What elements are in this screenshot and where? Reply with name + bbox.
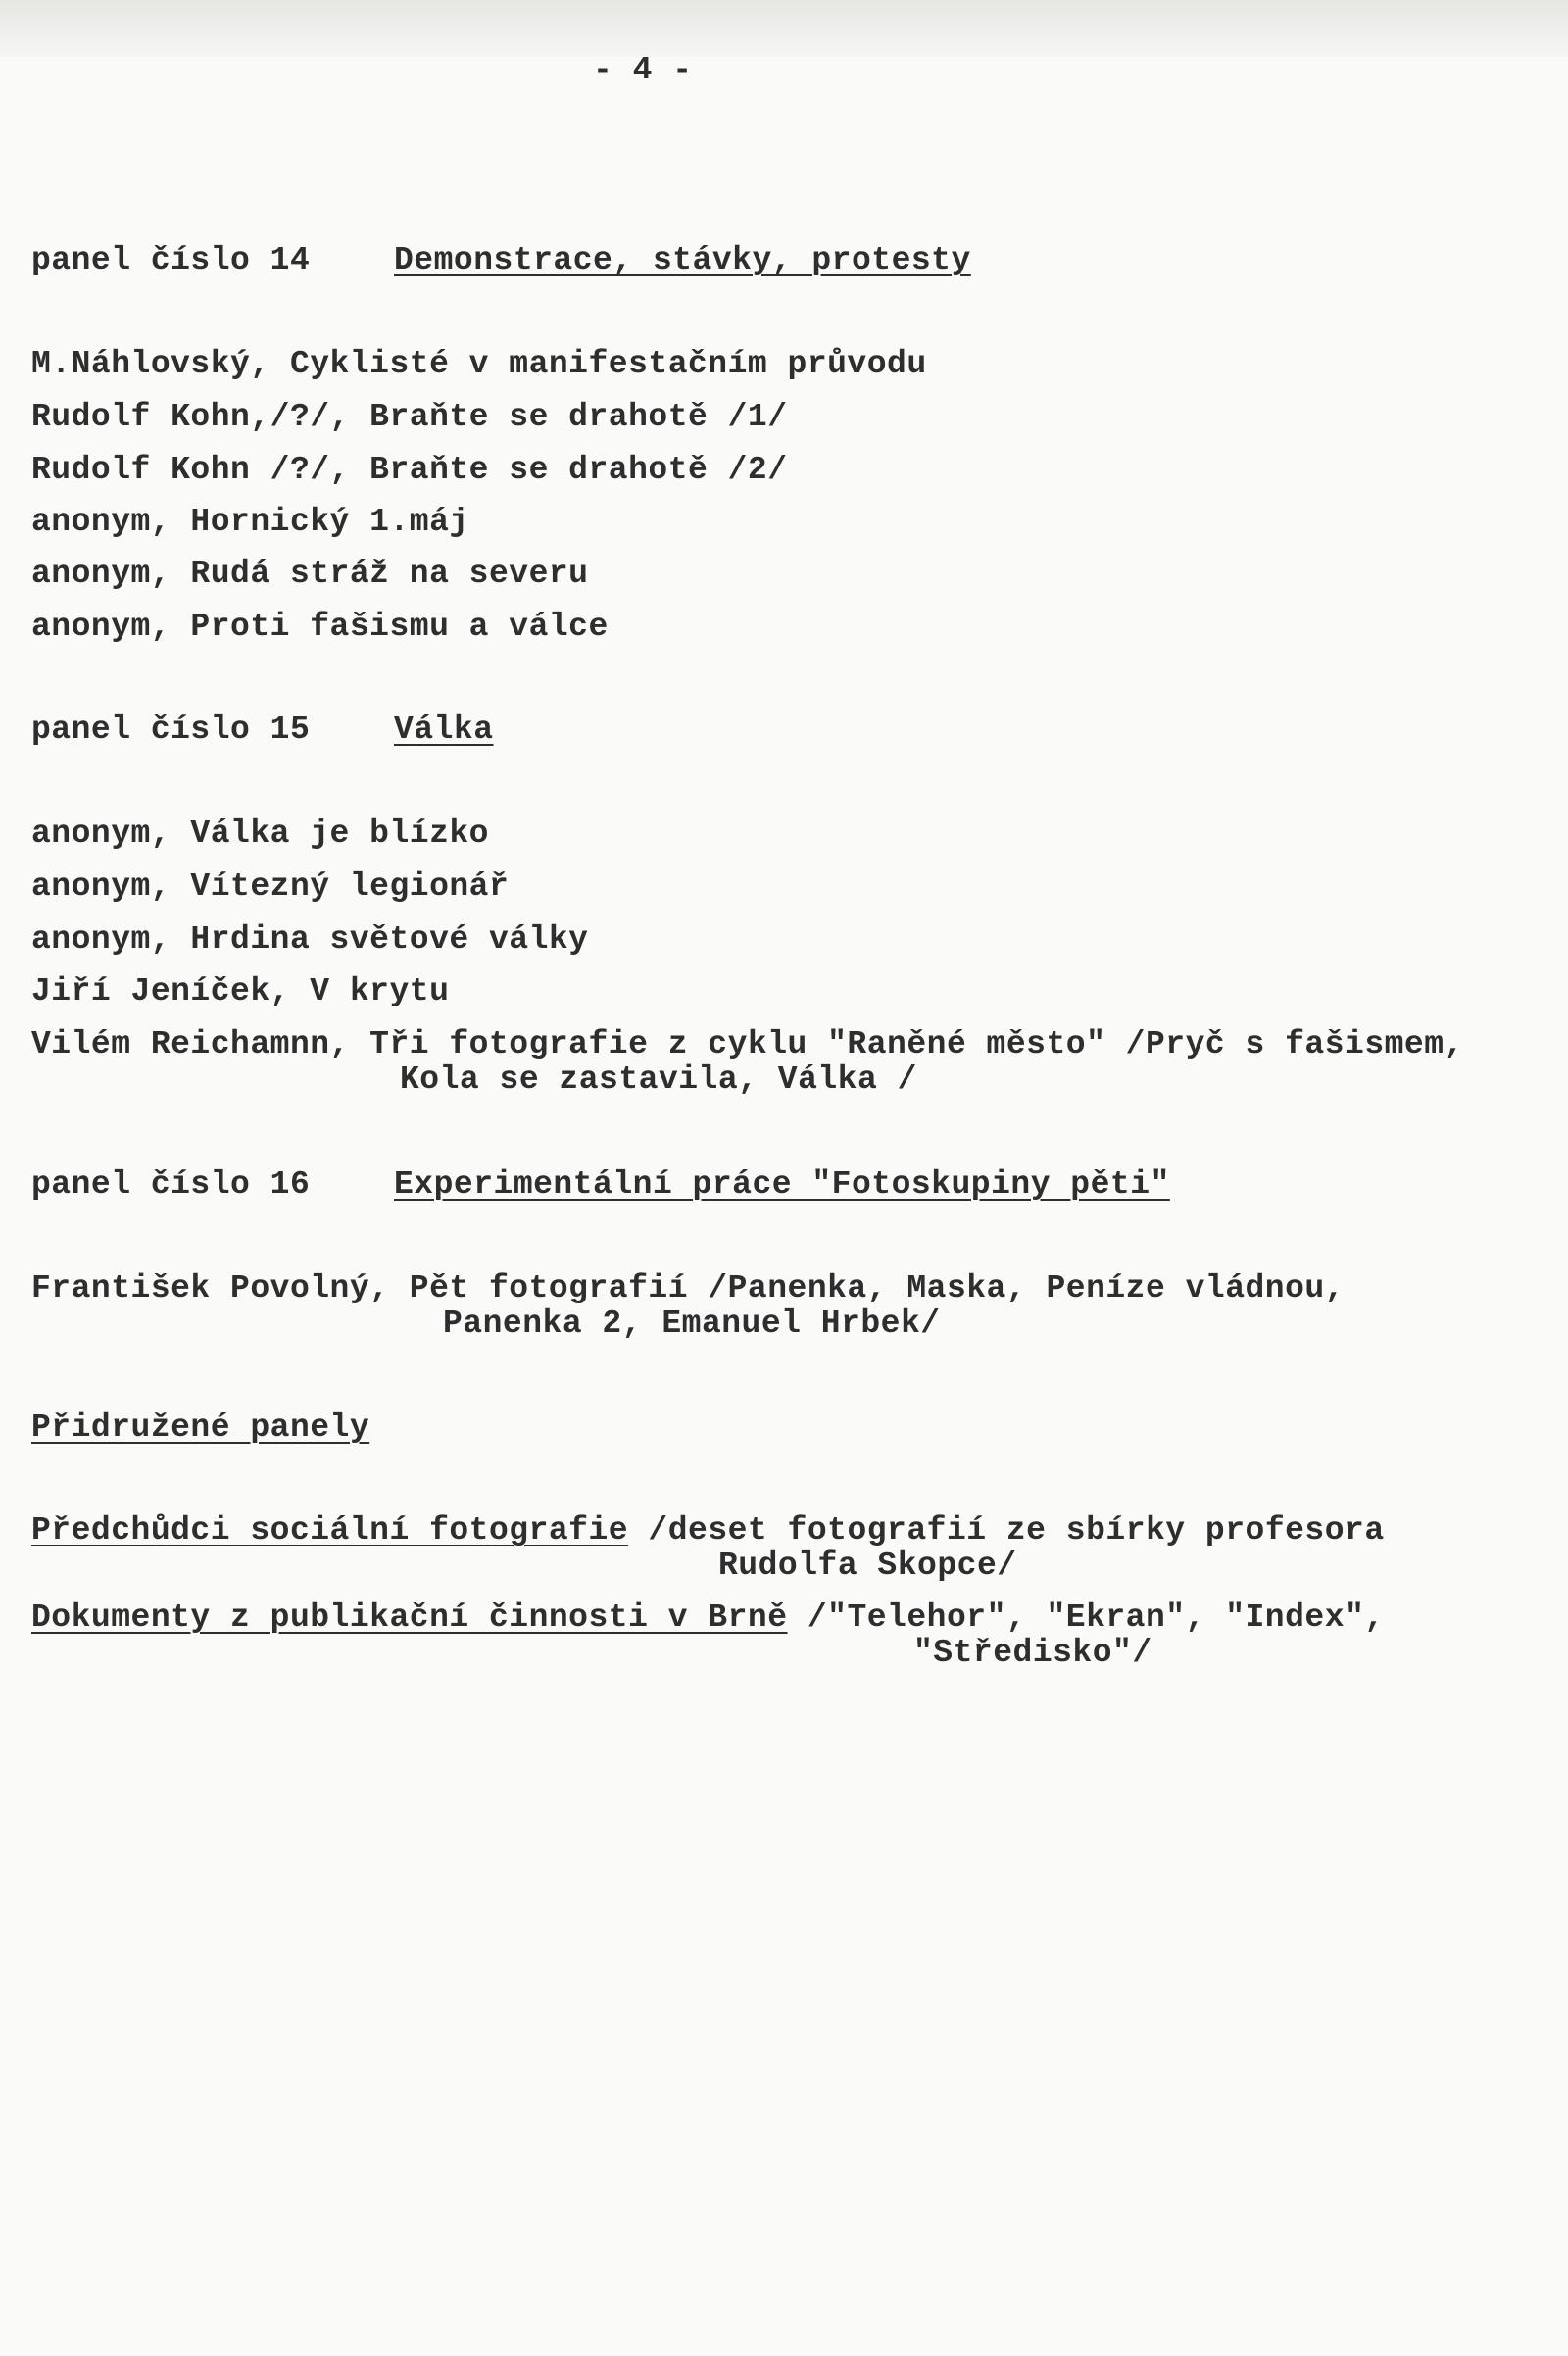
associated-entry-1-title: Předchůdci sociální fotografie xyxy=(31,1512,629,1548)
list-item-continuation: Panenka 2, Emanuel Hrbek/ xyxy=(443,1305,941,1342)
list-item: Vilém Reichamnn, Tři fotografie z cyklu "Raněné město" /Pryč s fašismem, xyxy=(31,1026,1464,1062)
associated-entry-1 xyxy=(31,1511,1385,1550)
list-item: anonym, Hornický 1.máj xyxy=(31,504,469,540)
list-item: anonym, Hrdina světové války xyxy=(31,921,589,957)
list-item: anonym, Válka je blízko xyxy=(31,815,489,852)
associated-entry-2-continuation: "Středisko"/ xyxy=(913,1635,1152,1671)
list-item: František Povolný, Pět fotografií /Panenka, Maska, Peníze vládnou, xyxy=(31,1270,1346,1306)
panel-14-label: panel číslo 14 xyxy=(31,242,311,278)
associated-entry-1-continuation: Rudolfa Skopce/ xyxy=(718,1547,1017,1584)
associated-entry-2-rest: /"Telehor", "Ekran", "Index", xyxy=(787,1599,1385,1636)
list-item-continuation: Kola se zastavila, Válka / xyxy=(400,1061,917,1098)
page-number: - 4 - xyxy=(593,52,693,88)
panel-15-label: panel číslo 15 xyxy=(31,712,311,748)
associated-entry-2-title: Dokumenty z publikační činnosti v Brně xyxy=(31,1599,788,1636)
list-item: Jiří Jeníček, V krytu xyxy=(31,973,450,1009)
associated-panels-heading: Přidružené panely xyxy=(31,1409,370,1446)
scan-top-band xyxy=(0,0,1568,57)
panel-14-title: Demonstrace, stávky, protesty xyxy=(394,242,971,278)
list-item: anonym, Proti fašismu a válce xyxy=(31,609,609,645)
associated-entry-1-rest: /deset fotografií ze sbírky profesora xyxy=(628,1512,1385,1548)
list-item: M.Náhlovský, Cyklisté v manifestačním průvodu xyxy=(31,346,927,382)
list-item: Rudolf Kohn,/?/, Braňte se drahotě /1/ xyxy=(31,399,788,435)
list-item: Rudolf Kohn /?/, Braňte se drahotě /2/ xyxy=(31,452,788,488)
panel-16-title: Experimentální práce "Fotoskupiny pěti" xyxy=(394,1166,1170,1203)
panel-15-title: Válka xyxy=(394,712,494,748)
list-item: anonym, Vítezný legionář xyxy=(31,868,510,905)
associated-entry-2 xyxy=(31,1598,1385,1638)
list-item: anonym, Rudá stráž na severu xyxy=(31,556,589,592)
panel-16-label: panel číslo 16 xyxy=(31,1166,311,1203)
